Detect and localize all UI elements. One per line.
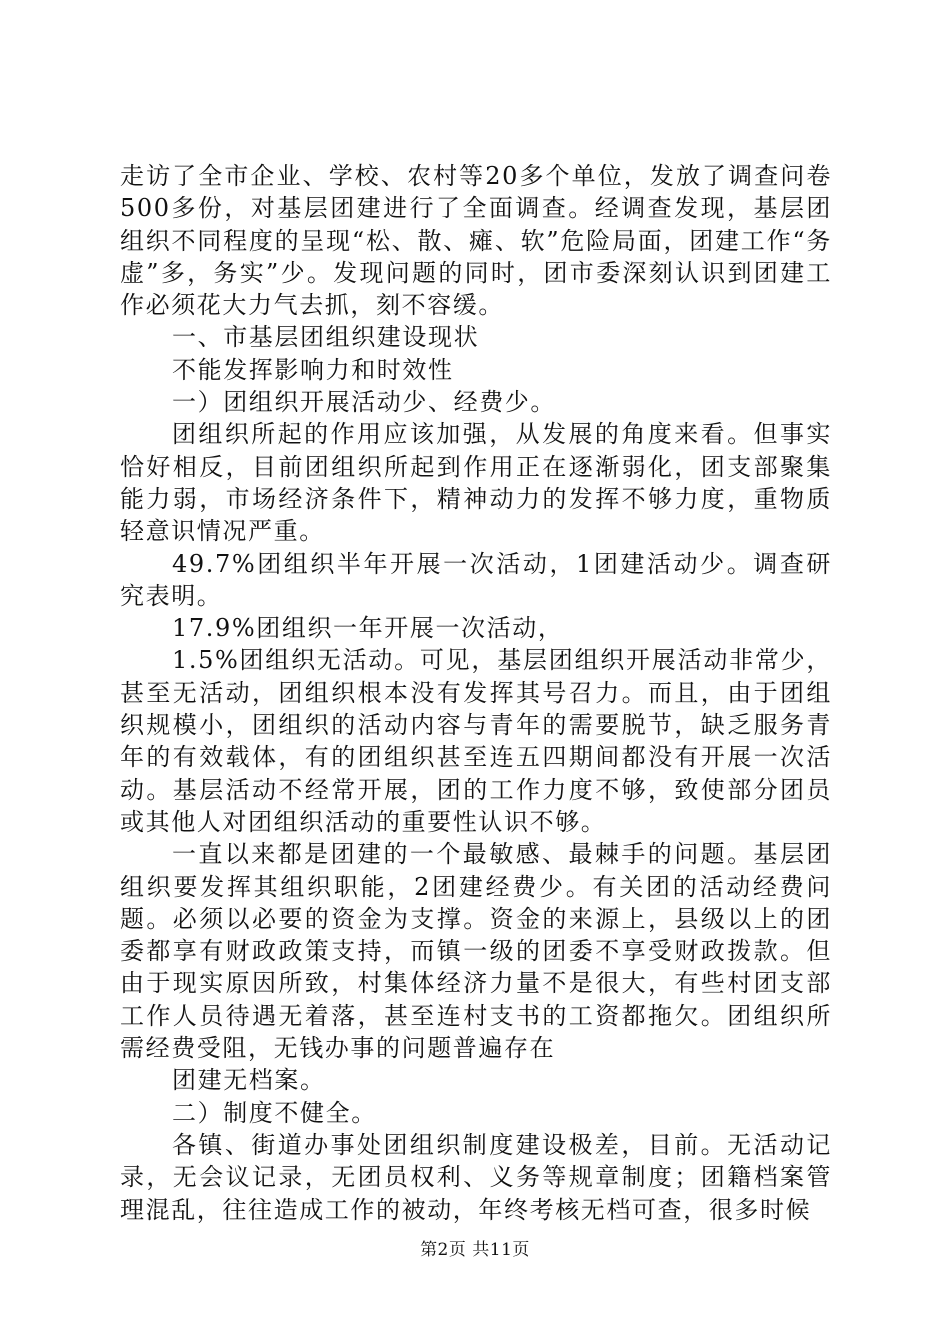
- paragraph-no-activity-stat: 1.5%团组织无活动。可见，基层团组织开展活动非常少，甚至无活动，团组织根本没有发挥其号召力。而且，由于团组织规模小，团组织的活动内容与青年的需要脱节，缺乏服务青年的有效载体，有的团组织甚至连五四期间都没有开展一次活动。基层活动不经常开展，团的工作力度不够，致使部分团员或其他人对团组织活动的重要性认识不够。: [120, 646, 832, 836]
- subheading-activities-funds: 一）团组织开展活动少、经费少。: [172, 388, 556, 417]
- paragraph-role-weakening: 团组织所起的作用应该加强，从发展的角度来看。但事实恰好相反，目前团组织所起到作用正在逐渐弱化，团支部聚集能力弱，市场经济条件下，精神动力的发挥不够力度，重物质轻意识情况严重。: [120, 420, 832, 546]
- paragraph-system-construction: 各镇、街道办事处团组织制度建设极差，目前。无活动记录，无会议记录，无团员权利、义务等规章制度；团籍档案管理混乱，往往造成工作的被动，年终考核无档可查，很多时候: [120, 1130, 832, 1224]
- paragraph-survey-intro: 走访了全市企业、学校、农村等20多个单位，发放了调查问卷500多份，对基层团建进行了全面调查。经调查发现，基层团组织不同程度的呈现“松、散、瘫、软”危险局面，团建工作“务虚”多，务实”少。发现问题的同时，团市委深刻认识到团建工作必须花大力气去抓，刻不容缓。: [120, 162, 832, 320]
- paragraph-half-year-stat: 49.7%团组织半年开展一次活动，1团建活动少。调查研究表明。: [120, 549, 832, 610]
- page-number-footer: 第2页 共11页: [420, 1240, 530, 1260]
- paragraph-funding-issue: 一直以来都是团建的一个最敏感、最棘手的问题。基层团组织要发挥其组织职能，2团建经费少。有关团的活动经费问题。必须以必要的资金为支撑。资金的来源上，县级以上的团委都享有财政政策支持，而镇一级的团委不享受财政拨款。但由于现实原因所致，村集体经济力量不是很大，有些村团支部工作人员待遇无着落，甚至连村支书的工资都拖欠。团组织所需经费受阻，无钱办事的问题普遍存在: [120, 840, 832, 1063]
- section-heading-status: 一、市基层团组织建设现状: [172, 323, 480, 352]
- subheading-systems: 二）制度不健全。: [172, 1098, 377, 1127]
- paragraph-one-year-stat: 17.9%团组织一年开展一次活动，: [172, 614, 564, 643]
- document-body: [120, 160, 832, 1226]
- paragraph-no-archives: 团建无档案。: [172, 1066, 326, 1095]
- paragraph-influence: 不能发挥影响力和时效性: [172, 355, 454, 384]
